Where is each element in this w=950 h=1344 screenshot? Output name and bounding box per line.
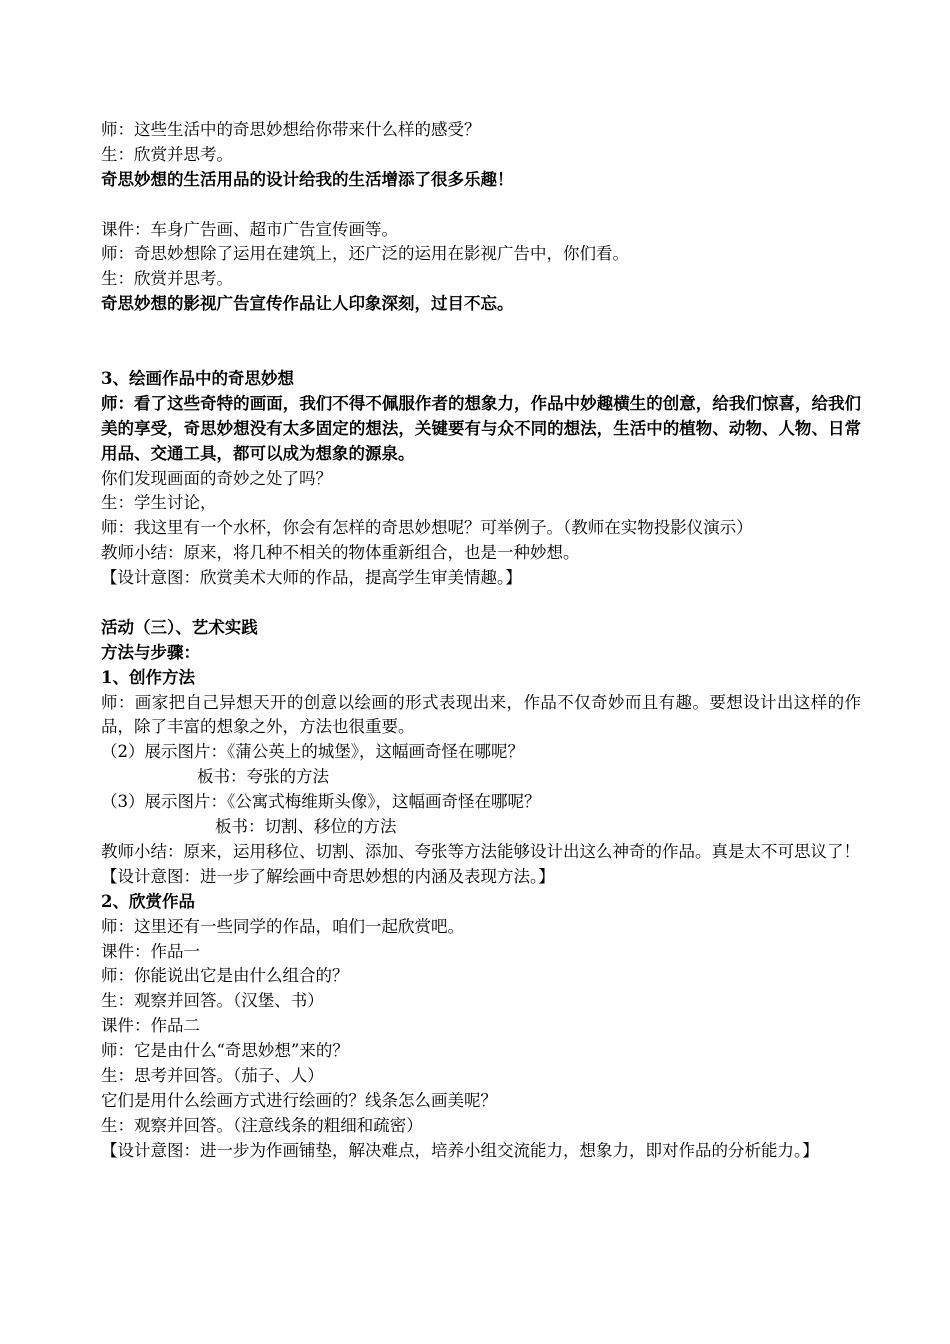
dialogue-line: 师：你能说出它是由什么组合的？ <box>101 966 349 986</box>
dialogue-line: 师：奇思妙想除了运用在建筑上，还广泛的运用在影视广告中，你们看。 <box>101 244 629 264</box>
dialogue-line: 你们发现画面的奇妙之处了吗？ <box>101 468 332 488</box>
dialogue-line: 生：学生讨论， <box>101 493 217 513</box>
design-intent: 【设计意图：欣赏美术大师的作品，提高学生审美情趣。】 <box>101 568 522 588</box>
bold-conclusion: 奇思妙想的生活用品的设计给我的生活增添了很多乐趣！ <box>101 169 514 189</box>
blank-line <box>101 193 861 218</box>
teacher-paragraph-bold: 师：看了这些奇特的画面，我们不得不佩服作者的想象力，作品中妙趣横生的创意，给我们惊喜，给我们美的享受，奇思妙想没有太多固定的想法，关键要有与众不同的想法，生活中的植物、动物、人物、日常用品、交通工具，都可以成为想象的源泉。 <box>101 393 861 463</box>
courseware-line: 课件：作品一 <box>101 941 200 961</box>
teacher-paragraph: 师：画家把自己异想天开的创意以绘画的形式表现出来，作品不仅奇妙而且有趣。要想设计出这样的作品，除了丰富的想象之外，方法也很重要。 <box>101 692 861 737</box>
steps-heading: 方法与步骤： <box>101 642 200 662</box>
dialogue-line: 生：欣赏并思考。 <box>101 269 233 289</box>
dialogue-line: 它们是用什么绘画方式进行绘画的？线条怎么画美呢？ <box>101 1090 497 1110</box>
dialogue-line: 生：欣赏并思考。 <box>101 144 233 164</box>
dialogue-line: 师：这里还有一些同学的作品，咱们一起欣赏吧。 <box>101 916 464 936</box>
teacher-summary: 教师小结：原来，将几种不相关的物体重新组合，也是一种妙想。 <box>101 543 580 563</box>
dialogue-line: 生：观察并回答。（注意线条的粗细和疏密） <box>101 1115 423 1135</box>
bold-conclusion: 奇思妙想的影视广告宣传作品让人印象深刻，过目不忘。 <box>101 294 514 314</box>
dialogue-line: 师：我这里有一个水杯，你会有怎样的奇思妙想呢？可举例子。（教师在实物投影仪演示） <box>101 518 753 538</box>
document-page <box>101 118 861 1164</box>
list-item: （3）展示图片：《公寓式梅维斯头像》，这幅画奇怪在哪呢？ <box>101 792 541 812</box>
blank-line <box>101 317 861 367</box>
dialogue-line: 生：思考并回答。（茄子、人） <box>101 1065 324 1085</box>
appreciate-heading: 2、欣赏作品 <box>101 891 195 911</box>
method-heading: 1、创作方法 <box>101 667 195 687</box>
list-item: （2）展示图片：《蒲公英上的城堡》，这幅画奇怪在哪呢？ <box>101 742 524 762</box>
dialogue-line: 师：这些生活中的奇思妙想给你带来什么样的感受？ <box>101 120 481 139</box>
activity-title: 活动（三）、艺术实践 <box>101 617 258 637</box>
board-note: 板书：切割、移位的方法 <box>215 817 397 837</box>
blank-line <box>101 591 861 616</box>
dialogue-line: 生：观察并回答。（汉堡、书） <box>101 991 324 1011</box>
courseware-line: 课件：作品二 <box>101 1016 200 1036</box>
board-note: 板书：夸张的方法 <box>197 767 329 787</box>
design-intent: 【设计意图：进一步为作画铺垫，解决难点，培养小组交流能力，想象力，即对作品的分析能力。】 <box>101 1140 819 1160</box>
teacher-summary: 教师小结：原来，运用移位、切割、添加、夸张等方法能够设计出这么神奇的作品。真是太不可思议了！ <box>101 841 860 861</box>
dialogue-line: 师：它是由什么“奇思妙想”来的？ <box>101 1041 349 1061</box>
section-heading: 3、绘画作品中的奇思妙想 <box>101 368 294 388</box>
courseware-line: 课件：车身广告画、超市广告宣传画等。 <box>101 219 398 239</box>
design-intent: 【设计意图：进一步了解绘画中奇思妙想的内涵及表现方法。】 <box>101 866 555 886</box>
